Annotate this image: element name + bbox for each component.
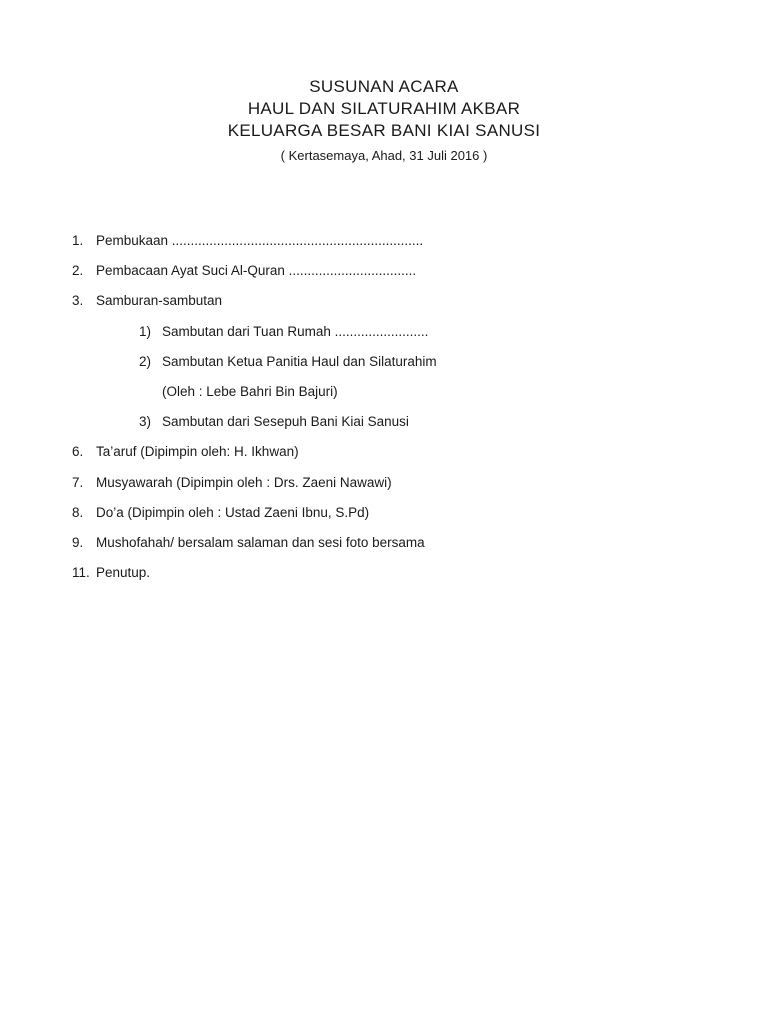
item-number: 6. xyxy=(72,444,84,460)
item-number: 7. xyxy=(72,474,84,490)
item-number: 8. xyxy=(72,504,84,520)
subitem-number: 2) xyxy=(139,353,152,369)
subitem-note: (Oleh : Lebe Bahri Bin Bajuri) xyxy=(162,383,338,399)
item-number: 2. xyxy=(72,263,84,279)
document-header xyxy=(0,76,768,166)
agenda-item xyxy=(0,231,768,261)
title-line-1: SUSUNAN ACARA xyxy=(309,77,459,96)
item-text: Mushofahah/ bersalam salaman dan sesi foto bersama xyxy=(96,534,425,550)
event-date-place: ( Kertasemaya, Ahad, 31 Juli 2016 ) xyxy=(280,148,488,163)
agenda-subitem-continuation xyxy=(0,382,768,412)
item-number: 11. xyxy=(72,565,90,581)
agenda-item xyxy=(0,503,768,533)
item-number: 9. xyxy=(72,534,84,550)
agenda-item xyxy=(0,563,768,593)
agenda-item xyxy=(0,291,768,321)
agenda-item xyxy=(0,533,768,563)
agenda-subitem xyxy=(0,352,768,382)
subitem-text: Sambutan dari Sesepuh Bani Kiai Sanusi xyxy=(162,414,409,430)
item-text: Samburan-sambutan xyxy=(96,293,223,309)
item-number: 3. xyxy=(72,293,84,309)
title-line-3: KELUARGA BESAR BANI KIAI SANUSI xyxy=(227,121,541,140)
item-text: Penutup. xyxy=(96,565,151,581)
agenda-item xyxy=(0,442,768,472)
item-text: Musyawarah (Dipimpin oleh : Drs. Zaeni Nawawi) xyxy=(96,474,392,490)
agenda-list xyxy=(0,231,768,593)
agenda-item xyxy=(0,473,768,503)
subitem-number: 1) xyxy=(139,323,152,339)
subitem-text: Sambutan Ketua Panitia Haul dan Silaturahim xyxy=(162,353,437,369)
item-text: Pembacaan Ayat Suci Al-Quran .................................. xyxy=(96,263,417,279)
item-text: Ta’aruf (Dipimpin oleh: H. Ikhwan) xyxy=(96,444,299,460)
agenda-subitem xyxy=(0,322,768,352)
item-number: 1. xyxy=(72,233,84,248)
agenda-subitem xyxy=(0,412,768,442)
subitem-number: 3) xyxy=(139,414,152,430)
item-text: Do’a (Dipimpin oleh : Ustad Zaeni Ibnu, S.Pd) xyxy=(96,504,370,520)
subitem-text: Sambutan dari Tuan Rumah ......................... xyxy=(162,323,429,339)
agenda-item xyxy=(0,261,768,291)
item-text: Pembukaan ................................................................... xyxy=(96,233,424,248)
title-line-2: HAUL DAN SILATURAHIM AKBAR xyxy=(247,99,521,118)
